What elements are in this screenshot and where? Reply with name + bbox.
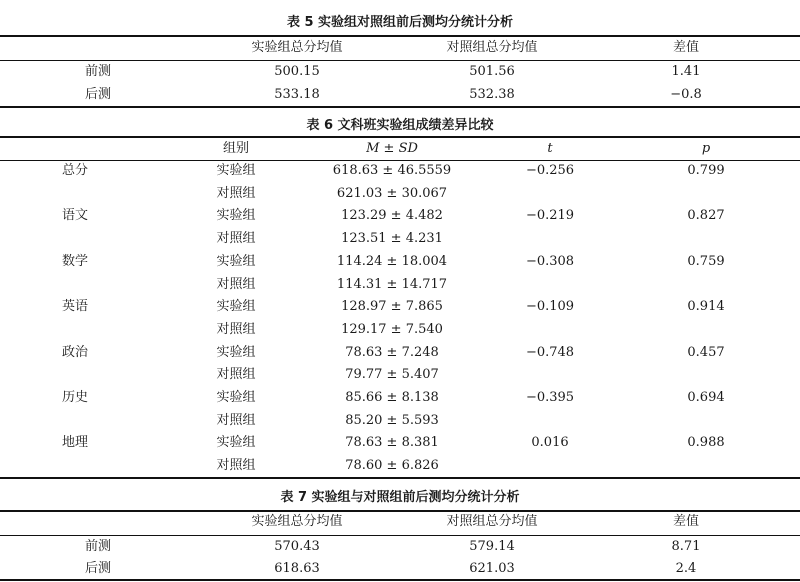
mean-sd-ctrl: 85.20 ± 5.593 (345, 413, 439, 428)
table5-caption: 表 5 实验组对照组前后测均分统计分析 (286, 15, 514, 30)
group-label-exp: 实验组 (216, 208, 256, 223)
p-value: 0.827 (687, 208, 725, 223)
group-label-exp: 实验组 (216, 163, 256, 178)
table5-cell: 1.41 (671, 64, 701, 79)
t-value: −0.395 (525, 390, 575, 405)
subject-label: 总分 (62, 163, 89, 178)
table7-header-exp: 实验组总分均值 (251, 514, 343, 529)
table7-bottom-rule (0, 579, 800, 581)
table7-cell: 621.03 (469, 561, 515, 576)
mean-sd-ctrl: 621.03 ± 30.067 (336, 186, 448, 201)
t-value: −0.109 (525, 299, 575, 314)
mean-sd-ctrl: 78.60 ± 6.826 (345, 458, 439, 473)
table7-caption: 表 7 实验组与对照组前后测均分统计分析 (280, 490, 520, 505)
table5-row-label: 前测 (84, 64, 112, 79)
table7-row-label: 前测 (84, 539, 112, 554)
subject-label: 历史 (62, 390, 89, 405)
table5-header-exp: 实验组总分均值 (251, 40, 343, 55)
group-label-exp: 实验组 (216, 435, 256, 450)
table5-header-diff: 差值 (672, 40, 700, 55)
subject-label: 政治 (62, 345, 89, 360)
table5-header-ctrl: 对照组总分均值 (446, 40, 538, 55)
table5-cell: 533.18 (274, 87, 320, 102)
table6-top-rule (0, 136, 800, 138)
mean-sd-ctrl: 79.77 ± 5.407 (345, 367, 439, 382)
table6-bottom-rule (0, 477, 800, 479)
group-label-exp: 实验组 (216, 390, 256, 405)
table6-header-msd: M ± SD (366, 141, 418, 156)
group-label-exp: 实验组 (216, 254, 256, 269)
group-label-ctrl: 对照组 (216, 277, 256, 292)
table7-header-diff: 差值 (672, 514, 700, 529)
mean-sd-ctrl: 129.17 ± 7.540 (341, 322, 443, 337)
table5-top-rule (0, 35, 800, 37)
p-value: 0.694 (687, 390, 725, 405)
p-value: 0.914 (687, 299, 725, 314)
group-label-ctrl: 对照组 (216, 458, 256, 473)
mean-sd-exp: 618.63 ± 46.5559 (332, 163, 452, 178)
group-label-ctrl: 对照组 (216, 322, 256, 337)
table7-row-label: 后测 (84, 561, 112, 576)
table7-header-rule (0, 535, 800, 536)
t-value: −0.219 (525, 208, 575, 223)
group-label-ctrl: 对照组 (216, 231, 256, 246)
table7-cell: 570.43 (274, 539, 320, 554)
table6-header-t: t (547, 141, 553, 156)
mean-sd-ctrl: 123.51 ± 4.231 (341, 231, 443, 246)
subject-label: 语文 (62, 208, 89, 223)
group-label-ctrl: 对照组 (216, 186, 256, 201)
p-value: 0.759 (687, 254, 725, 269)
subject-label: 地理 (62, 435, 89, 450)
t-value: 0.016 (531, 435, 569, 450)
t-value: −0.748 (525, 345, 575, 360)
mean-sd-ctrl: 114.31 ± 14.717 (336, 277, 448, 292)
mean-sd-exp: 123.29 ± 4.482 (341, 208, 443, 223)
p-value: 0.799 (687, 163, 725, 178)
table7-cell: 618.63 (274, 561, 320, 576)
mean-sd-exp: 128.97 ± 7.865 (341, 299, 443, 314)
table5-cell: 532.38 (469, 87, 515, 102)
table5-bottom-rule (0, 106, 800, 108)
table6-header-rule (0, 160, 800, 161)
table7-cell: 579.14 (469, 539, 515, 554)
table5-cell: 500.15 (274, 64, 320, 79)
table7-cell: 8.71 (671, 539, 701, 554)
table5-header-rule (0, 60, 800, 61)
table5-cell: −0.8 (670, 87, 702, 102)
table7-cell: 2.4 (675, 561, 697, 576)
p-value: 0.988 (687, 435, 725, 450)
p-value: 0.457 (687, 345, 725, 360)
t-value: −0.256 (525, 163, 575, 178)
group-label-ctrl: 对照组 (216, 413, 256, 428)
table6-header-p: p (701, 141, 711, 156)
t-value: −0.308 (525, 254, 575, 269)
table5-cell: 501.56 (469, 64, 515, 79)
group-label-ctrl: 对照组 (216, 367, 256, 382)
mean-sd-exp: 85.66 ± 8.138 (345, 390, 439, 405)
mean-sd-exp: 78.63 ± 7.248 (345, 345, 439, 360)
mean-sd-exp: 78.63 ± 8.381 (345, 435, 439, 450)
group-label-exp: 实验组 (216, 299, 256, 314)
table6-caption: 表 6 文科班实验组成绩差异比较 (306, 118, 494, 133)
mean-sd-exp: 114.24 ± 18.004 (336, 254, 448, 269)
subject-label: 数学 (62, 254, 89, 269)
subject-label: 英语 (62, 299, 89, 314)
table7-top-rule (0, 510, 800, 512)
group-label-exp: 实验组 (216, 345, 256, 360)
table6-header-group: 组别 (222, 141, 250, 156)
table5-row-label: 后测 (84, 87, 112, 102)
table7-header-ctrl: 对照组总分均值 (446, 514, 538, 529)
